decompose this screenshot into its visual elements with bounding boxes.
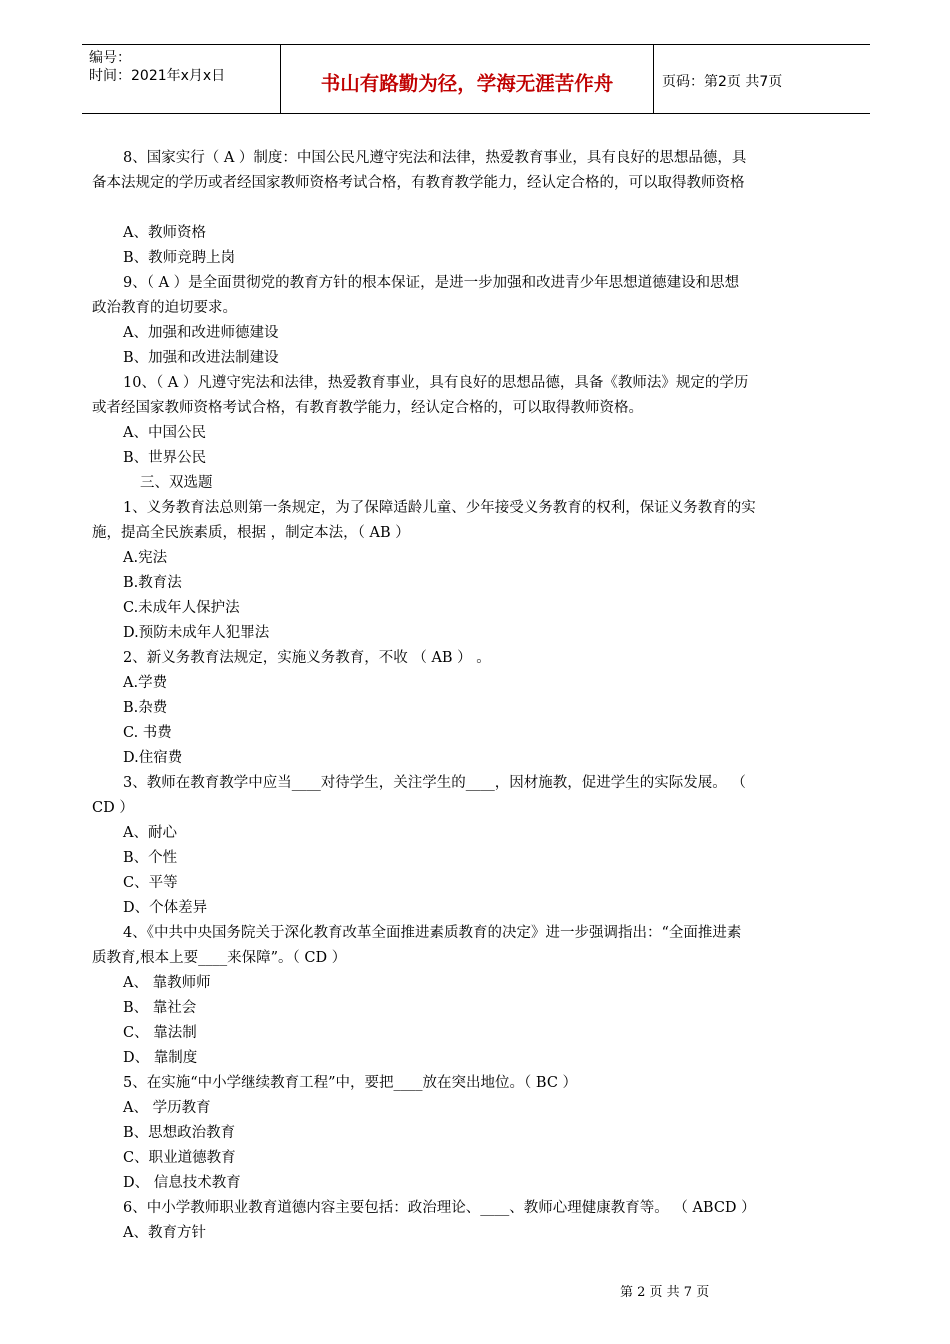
- question-10-option-b: B、世界公民: [123, 450, 207, 466]
- question-8-line-2: 备本法规定的学历或者经国家教师资格考试合格，有教育教学能力，经认定合格的，可以取得教师资格: [92, 175, 745, 191]
- question-8-option-a: A、教师资格: [123, 225, 206, 241]
- double-choice-1-option-c: C.未成年人保护法: [123, 600, 240, 616]
- document-body: [92, 146, 860, 1246]
- question-8-option-b: B、教师竞聘上岗: [123, 250, 236, 266]
- double-choice-1-option-b: B.教育法: [123, 575, 182, 591]
- question-9-option-b: B、加强和改进法制建设: [123, 350, 279, 366]
- double-choice-1-option-d: D.预防未成年人犯罪法: [123, 625, 270, 641]
- double-choice-6-line-1: 6、中小学教师职业教育道德内容主要包括：政治理论、____、教师心理健康教育等。 （ ABCD ）: [123, 1200, 756, 1216]
- double-choice-5-line-1: 5、在实施“中小学继续教育工程”中，要把____放在突出地位。（ BC ）: [123, 1075, 578, 1091]
- header-page-info: 页码：第2页 共7页: [662, 74, 783, 90]
- header-left-cell: [82, 45, 281, 113]
- page-footer: 第 2 页 共 7 页: [620, 1285, 710, 1300]
- double-choice-2-option-a: A.学费: [123, 675, 168, 691]
- header-middle-cell: [281, 45, 654, 113]
- double-choice-3-option-b: B、个性: [123, 850, 178, 866]
- question-10-line-1: 10、（ A ）凡遵守宪法和法律，热爱教育事业，具有良好的思想品德，具备《教师法》规定的学历: [123, 375, 749, 391]
- double-choice-5-option-a: A、 学历教育: [123, 1100, 211, 1116]
- double-choice-3-line-1: 3、教师在教育教学中应当____对待学生，关注学生的____，因材施教，促进学生的实际发展。 （: [123, 775, 746, 791]
- double-choice-3-option-a: A、耐心: [123, 825, 177, 841]
- double-choice-3-option-d: D、个体差异: [123, 900, 208, 916]
- question-8-line-1: 8、国家实行（ A ）制度：中国公民凡遵守宪法和法律，热爱教育事业，具有良好的思想品德，具: [123, 150, 747, 166]
- double-choice-2-option-d: D.住宿费: [123, 750, 183, 766]
- header-motto: 书山有路勤为径，学海无涯苦作舟: [320, 72, 614, 95]
- question-10-line-2: 或者经国家教师资格考试合格，有教育教学能力，经认定合格的，可以取得教师资格。: [92, 400, 643, 416]
- double-choice-5-option-b: B、思想政治教育: [123, 1125, 236, 1141]
- document-number-label: 编号：: [89, 50, 131, 66]
- double-choice-2-option-b: B.杂费: [123, 700, 168, 716]
- double-choice-1-line-1: 1、义务教育法总则第一条规定，为了保障适龄儿童、少年接受义务教育的权利，保证义务教育的实: [123, 500, 756, 516]
- double-choice-4-option-b: B、 靠社会: [123, 1000, 197, 1016]
- question-9-option-a: A、加强和改进师德建设: [123, 325, 279, 341]
- double-choice-1-option-a: A.宪法: [123, 550, 168, 566]
- header-right-cell: [654, 45, 870, 113]
- double-choice-4-option-a: A、 靠教师师: [123, 975, 211, 991]
- double-choice-4-line-1: 4、《中共中央国务院关于深化教育改革全面推进素质教育的决定》进一步强调指出：“全面推进素: [123, 925, 742, 941]
- double-choice-4-line-2: 质教育,根本上要____来保障”。（ CD ）: [92, 950, 347, 966]
- double-choice-4-option-d: D、 靠制度: [123, 1050, 198, 1066]
- double-choice-4-option-c: C、 靠法制: [123, 1025, 197, 1041]
- double-choice-2-option-c: C. 书费: [123, 725, 172, 741]
- double-choice-3-line-2: CD ）: [92, 800, 134, 816]
- double-choice-6-option-a: A、教育方针: [123, 1225, 206, 1241]
- question-9-line-1: 9、（ A ）是全面贯彻党的教育方针的根本保证，是进一步加强和改进青少年思想道德建设和思想: [123, 275, 740, 291]
- double-choice-5-option-d: D、 信息技术教育: [123, 1175, 241, 1191]
- double-choice-2-line-1: 2、新义务教育法规定，实施义务教育，不收 （ AB ） 。: [123, 650, 491, 666]
- double-choice-1-line-2: 施，提高全民族素质，根据 ，制定本法，（ AB ）: [92, 525, 410, 541]
- section-heading: 三、双选题: [140, 475, 213, 491]
- double-choice-3-option-c: C、平等: [123, 875, 178, 891]
- page-header: [82, 44, 870, 114]
- double-choice-5-option-c: C、职业道德教育: [123, 1150, 236, 1166]
- document-time-label: 时间：2021年x月x日: [89, 68, 226, 84]
- blank-line: [92, 196, 860, 221]
- question-9-line-2: 政治教育的迫切要求。: [92, 300, 237, 316]
- question-10-option-a: A、中国公民: [123, 425, 206, 441]
